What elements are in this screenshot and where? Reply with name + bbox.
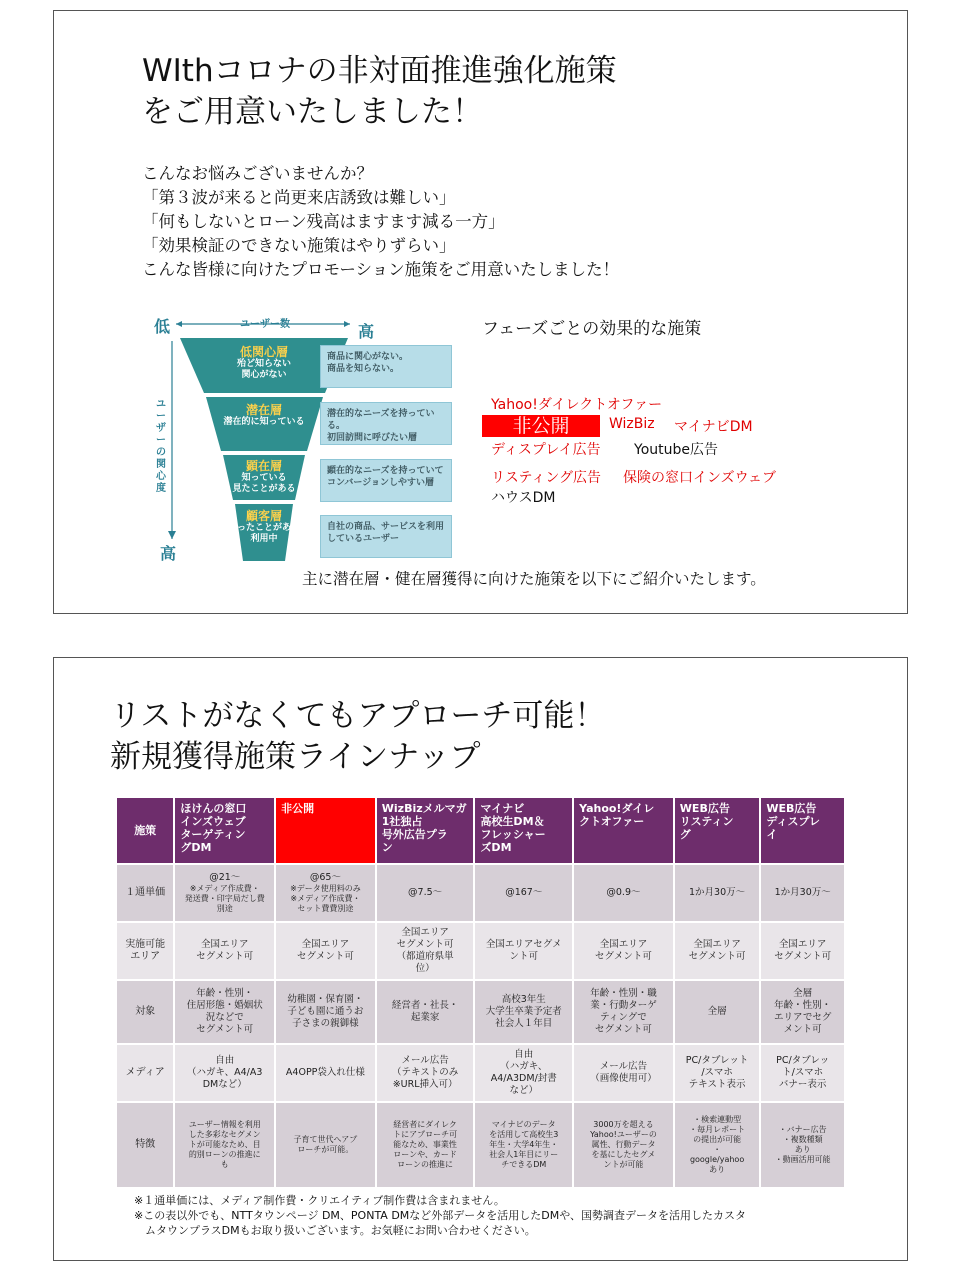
cell-main-text: メール広告 （テキストのみ ※URL挿入可） [391,1055,459,1090]
measure-youtube: Youtube広告 [634,442,718,458]
funnel-top-high: 高 [358,322,375,341]
table-cell [675,981,760,1043]
table-cell [761,1045,844,1101]
cell-note-text: ・検索連動型 ・毎月レポート の提出が可能 ・ google/yahoo あり [689,1115,746,1174]
cell-main-text: @21～ [209,872,241,883]
table-row [117,1045,844,1101]
measure-wizbiz: WizBiz [609,416,655,432]
phase-title: フェーズごとの効果的な施策 [482,319,702,339]
slide1-title-line1: WIthコロナの非対面推進強化施策 [142,53,617,89]
layer-sub: 殆ど知らない 関心がない [236,359,291,380]
measure-mynavi: マイナビDM [674,419,753,435]
table-cell [761,981,844,1043]
table-row [117,865,844,921]
table-row [117,1103,844,1187]
layer-sub: 使ったことがある 利用中 [227,523,300,544]
measure-display: ディスプレイ広告 [491,442,601,458]
table-cell [675,865,760,921]
cell-main-text: PC/タブレット /スマホ テキスト表示 [685,1055,749,1090]
measure-listing: リスティング広告 [491,470,602,486]
row-header-cell: 特徴 [117,1103,173,1187]
table-cell [377,865,474,921]
table-cell [675,1103,760,1187]
header-cell: WEB広告 ディスプレ イ [761,798,844,863]
table-cell [475,1103,572,1187]
table-cell [761,1103,844,1187]
table-cell [761,923,844,979]
table-row [117,981,844,1043]
row-header-cell: 対象 [117,981,173,1043]
cell-note-text: 経営者にダイレク トにアプローチ可 能なため、事業性 ローンや、カード ローンの推進に [393,1120,458,1169]
table-cell [175,981,274,1043]
intro-line: こんなお悩みございませんか？ [142,164,373,183]
footnote-line: ムタウンプラスDMもお取り扱いございます。お気軽にお問い合わせください。 [134,1224,536,1237]
cell-note-text: ※データ使用料のみ ※メディア作成費・ セット費費別途 [290,884,361,913]
table-cell [276,1103,375,1187]
layer-title: 顕在層 [245,459,282,473]
table-cell [574,923,673,979]
layer-description: 商品に関心がない。 商品を知らない。 [320,345,452,388]
cell-main-text: @0.9～ [606,887,641,898]
table-cell [574,865,673,921]
cell-main-text: PC/タブレッ ト/スマホ バナー表示 [776,1055,830,1090]
cell-main-text: 全国エリア セグメント可 [595,939,652,962]
summary-text: 主に潜在層・健在層獲得に向けた施策を以下にご紹介いたします。 [302,570,766,588]
cell-main-text: メール広告 （画像使用可） [590,1061,657,1084]
cell-main-text: 全国エリアセグメ ント可 [485,939,562,962]
table-cell [175,923,274,979]
table-cell [574,1045,673,1101]
cell-main-text: 1か月30万～ [689,887,746,898]
table-cell [377,1103,474,1187]
measure-hoken: 保険の窓口インズウェブ [623,470,777,486]
lineup-table [115,796,846,1189]
layer-description: 自社の商品、サービスを利用 しているユーザー [320,515,452,558]
header-cell: マイナビ 高校生DM＆ フレッシャー ズDM [475,798,572,863]
footnote-line: ※１通単価には、メディア制作費・クリエイティブ制作費は含まれません。 [134,1194,505,1207]
cell-note-text: ※メディア作成費・ 発送費・印字局だし費 別途 [184,884,265,913]
slide-1 [53,10,908,614]
funnel-diagram [150,311,456,567]
intro-line: 「第３波が来ると尚更来店誘致は難しい」 [142,188,456,207]
table-cell [276,1045,375,1101]
cell-main-text: @167～ [505,887,543,898]
table-cell [377,981,474,1043]
funnel-bottom-high: 高 [160,544,177,563]
table-cell [475,923,572,979]
table-row [117,923,844,979]
layer-sub: 知っている 見たことがある [232,473,296,494]
cell-note-text: 3000万を超える Yahoo!ユーザーの 属性、行動データ を基にしたセグメ ントが可能 [590,1120,657,1169]
slide-2 [53,657,908,1261]
header-cell: 施策 [117,798,173,863]
hidden-header-cell: 非公開 [276,798,375,863]
footnote-line: ※この表以外でも、NTTタウンページ DM、PONTA DMなど外部データを活用したDMや、国勢調査データを活用したカスタ [134,1209,747,1222]
table-cell [574,981,673,1043]
cell-main-text: 全国エリア セグメント可 [688,939,746,962]
table-cell [675,923,760,979]
layer-description: 顕在的なニーズを持っていて コンバージョンしやすい層 [320,459,452,502]
table-header-row [117,798,844,863]
cell-main-text: 全国エリア セグメント可 （都道府県単 位） [396,927,454,974]
intro-text [142,162,619,282]
hidden-measure-box: 非公開 [482,415,600,437]
table-cell [377,923,474,979]
header-cell: WEB広告 リスティン グ [675,798,760,863]
table-cell [475,981,572,1043]
table-cell [574,1103,673,1187]
slide2-title-line1: リストがなくてもアプローチ可能！ [110,698,606,734]
cell-main-text: 全国エリア セグメント可 [296,939,354,962]
table-cell [175,865,274,921]
header-cell: Yahoo!ダイレ クトオファー [574,798,673,863]
table-cell [377,1045,474,1101]
row-header-cell: １通単価 [117,865,173,921]
header-cell: WizBizメルマガ 1社独占 号外広告プラ ン [377,798,474,863]
funnel-side-label: ユーザーの関心度 [156,399,166,494]
cell-main-text: 全層 年齢・性別・ エリアでセグ メント可 [774,988,832,1035]
intro-line: 「何もしないとローン残高はますます減る一方」 [142,212,505,231]
table-cell [675,1045,760,1101]
slide2-title-line2: 新規獲得施策ラインナップ [110,739,481,775]
table-cell [276,865,375,921]
layer-title: 潜在層 [245,403,282,417]
cell-main-text: 年齢・性別・職 業・行動ターゲ ティングで セグメント可 [590,988,657,1035]
cell-main-text: 幼稚園・保育園・ 子ども園に通うお 子さまの親御様 [287,994,364,1029]
cell-main-text: 全国エリア セグメント可 [774,939,832,962]
layer-title: 低関心層 [239,345,288,359]
cell-main-text: 全国エリア セグメント可 [196,939,254,962]
cell-main-text: @7.5～ [408,887,443,898]
cell-note-text: 子育て世代へアプ ローチが可能。 [293,1135,358,1154]
measure-yahoo: Yahoo!ダイレクトオファー [491,397,663,413]
funnel-top-label: ユーザー数 [240,319,290,330]
cell-main-text: @65～ [309,872,341,883]
footnotes [134,1193,746,1238]
cell-main-text: 年齢・性別・ 住居形態・婚姻状 況などで セグメント可 [186,988,263,1035]
layer-description: 潜在的なニーズを持っている。 初回訪問に呼びたい層 [320,402,452,445]
layer-sub: 潜在的に知っている [223,417,305,427]
cell-main-text: 高校3年生 大学生卒業予定者 社会人１年目 [485,994,562,1029]
table-cell [276,923,375,979]
layer-title: 顧客層 [245,509,282,523]
header-cell: ほけんの窓口 インズウェブ ターゲティン グDM [175,798,274,863]
cell-main-text: 自由 （ハガキ、A4/A3 DMなど） [187,1055,263,1090]
cell-note-text: マイナビのデータ を活用して高校生3 年生・大学4年生・ 社会人1年目にリー チできるDM [489,1120,559,1169]
cell-note-text: ユーザー情報を利用 した多彩なセグメン トが可能なため、目 的別ローンの推進に も [188,1120,261,1169]
table-cell [276,981,375,1043]
cell-main-text: 経営者・社長・ 起業家 [391,1000,459,1023]
row-header-cell: 実施可能 エリア [117,923,173,979]
intro-line: こんな皆様に向けたプロモーション施策をご用意いたしました！ [142,260,620,279]
table-cell [175,1103,274,1187]
cell-main-text: 1か月30万～ [774,887,831,898]
cell-main-text: A4OPP袋入れ仕様 [285,1067,365,1078]
funnel-top-low: 低 [154,317,171,336]
table-cell [761,865,844,921]
cell-note-text: ・バナー広告 ・複数種類 あり ・動画活用可能 [774,1125,831,1164]
cell-main-text: 全層 [707,1006,727,1017]
slide1-title-line2: をご用意いたしました！ [142,94,483,130]
measure-house: ハウスDM [491,490,556,506]
row-header-cell: メディア [117,1045,173,1101]
table-cell [175,1045,274,1101]
table-cell [475,1045,572,1101]
table-cell [475,865,572,921]
cell-main-text: 自由 （ハガキ、 A4/A3DM/封書 など） [490,1049,557,1096]
intro-line: 「効果検証のできない施策はやりずらい」 [142,236,456,255]
